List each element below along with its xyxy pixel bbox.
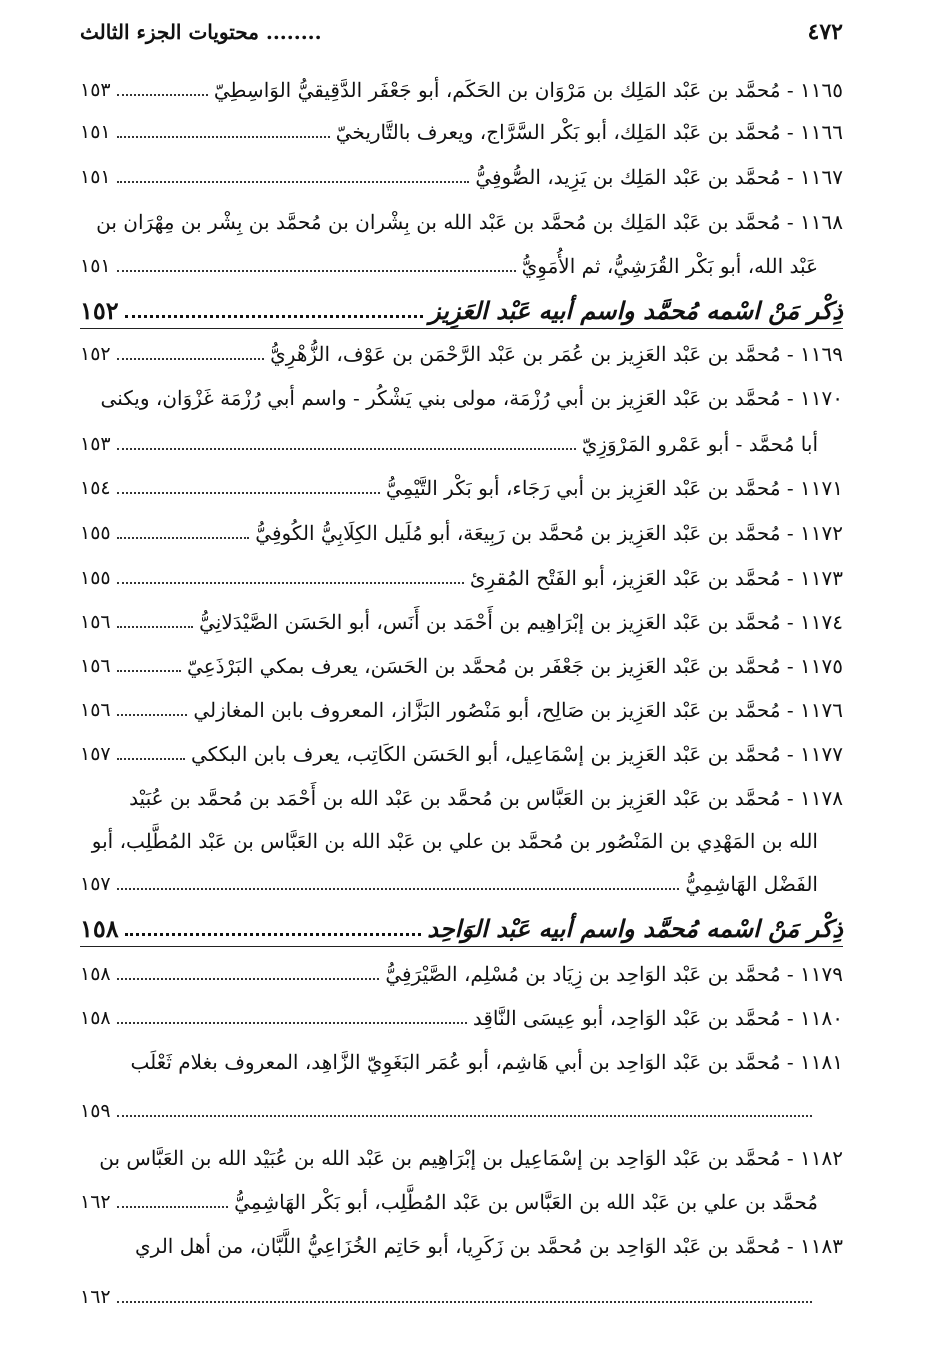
entry-page: ١٥٣	[80, 79, 111, 102]
toc-entry-continuation	[80, 1286, 818, 1309]
toc-entry: ١١٧٥ - مُحمَّد بن عَبْد العَزِيز بن جَعْفَر بن مُحمَّد بن الحَسَن، يعرف بمكي البَرْذَعِيّ ١٥٦	[80, 654, 843, 678]
entry-page: ١٥٨	[80, 1007, 111, 1030]
entry-page: ١٥٧	[80, 743, 111, 766]
toc-entry: ١١٨٠ - مُحمَّد بن عَبْد الوَاحِد، أبو عِيسَى النَّاقِد ١٥٨	[80, 1006, 843, 1030]
toc-entry: ١١٧٤ - مُحمَّد بن عَبْد العَزِيز بن إبْرَاهِيم بن أَحْمَد بن أَنَس، أبو الحَسَن الصَّيْدَلانِيُّ ١٥٦	[80, 610, 843, 634]
page-number: ٤٧٢	[807, 19, 843, 45]
entry-page: ١٥٤	[80, 477, 111, 500]
section-page: ١٥٨	[80, 914, 119, 943]
toc-entry-continuation: أبا مُحمَّد - أبو عَمْرو المَرْوَزِيّ ١٥٣	[80, 432, 818, 456]
toc-entry-continuation: مُحمَّد بن علي بن عَبْد الله بن العَبَّاس بن عَبْد المُطَّلِب، أبو بَكْر الهَاشِمِيُّ ١٦٢	[80, 1190, 818, 1214]
entry-page: ١٥٩	[80, 1100, 111, 1122]
running-title: ........ محتويات الجزء الثالث	[80, 20, 322, 44]
entry-page: ١٥٧	[80, 873, 111, 896]
toc-entry: ١١٨١ - مُحمَّد بن عَبْد الوَاحِد بن أبي هَاشِم، أبو عُمَر البَغَوِيّ الزَّاهِد، المعروف بغلام ثَعْلَب	[130, 1050, 843, 1074]
entry-page: ١٥٥	[80, 522, 111, 545]
toc-entry: ١١٧١ - مُحمَّد بن عَبْد العَزِيز بن أبي رَجَاء، أبو بَكْر التَّيْمِيُّ ١٥٤	[80, 476, 843, 500]
toc-entry: ١١٨٣ - مُحمَّد بن عَبْد الوَاحِد بن مُحمَّد بن زَكَرِيا، أبو حَاتِم الخُزَاعِيُّ اللَّبَّان، من أهل الري	[135, 1234, 843, 1258]
section-underline	[80, 946, 843, 947]
entry-page: ١٥٦	[80, 655, 111, 678]
entry-page: ١٦٢	[80, 1286, 111, 1308]
toc-entry-continuation: عَبْد الله، أبو بَكْر القُرَشِيُّ، ثم الأُمَوِيُّ ١٥١	[80, 254, 818, 278]
toc-entry: ١١٧٨ - مُحمَّد بن عَبْد العَزِيز بن العَبَّاس بن مُحمَّد بن عَبْد الله بن أَحْمَد بن مُحمَّد بن عُبَيْد	[129, 786, 843, 810]
toc-entry: ١١٧٧ - مُحمَّد بن عَبْد العَزِيز بن إسْمَاعِيل، أبو الحَسَن الكَاتِب، يعرف بابن البككي ١٥٧	[80, 742, 843, 766]
entry-page: ١٥٦	[80, 699, 111, 722]
section-underline	[80, 328, 843, 329]
section-heading: ذِكْر مَنْ اسْمه مُحمَّد واسم أبيه عَبْد الوَاحِد ١٥٨	[80, 914, 843, 943]
toc-entry: ١١٧٠ - مُحمَّد بن عَبْد العَزِيز بن أبي رُزْمَة، مولى بني يَشْكُر - واسم أبي رُزْمَة غَزْوَان، ويكنى	[100, 386, 843, 410]
toc-entry: ١١٦٥ - مُحمَّد بن عَبْد المَلِك بن مَرْوَان بن الحَكَم، أبو جَعْفَر الدَّقِيقيُّ الوَاسِطِيّ ١٥٣	[80, 78, 843, 102]
toc-entry: ١١٦٩ - مُحمَّد بن عَبْد العَزِيز بن عُمَر بن عَبْد الرَّحْمَن بن عَوْف، الزُّهْرِيُّ ١٥٢	[80, 342, 843, 366]
toc-entry: ١١٦٦ - مُحمَّد بن عَبْد المَلِك، أبو بَكْر السَّرَّاج، ويعرف بالتَّاريخيّ ١٥١	[80, 120, 843, 144]
toc-entry: ١١٧٢ - مُحمَّد بن عَبْد العَزِيز بن مُحمَّد بن رَبِيعَة، أبو مُلَيل الكِلَابِيُّ الكُوفِيُّ ١٥٥	[80, 521, 843, 545]
toc-entry: ١١٧٦ - مُحمَّد بن عَبْد العَزِيز بن صَالِح، أبو مَنْصُور البَزَّاز، المعروف بابن المغازلي ١٥٦	[80, 698, 843, 722]
entry-page: ١٥٣	[80, 433, 111, 456]
toc-entry: ١١٦٧ - مُحمَّد بن عَبْد المَلِك بن يَزِيد، الصُّوفِيُّ ١٥١	[80, 165, 843, 189]
toc-entry-continuation: الله بن المَهْدِي بن المَنْصُور بن مُحمَّد بن علي بن عَبْد الله بن العَبَّاس بن عَبْد المُطَّلِب، أبو	[91, 829, 818, 853]
toc-entry-continuation: الفَضْل الهَاشِمِيُّ ١٥٧	[80, 872, 818, 896]
toc-entry: ١١٦٨ - مُحمَّد بن عَبْد المَلِك بن مُحمَّد بن عَبْد الله بن بِشْران بن مُحمَّد بن بِشْر بن مِهْرَان بن	[96, 210, 843, 234]
entry-page: ١٥٦	[80, 611, 111, 634]
toc-entry: ١١٧٣ - مُحمَّد بن عَبْد العَزِيز، أبو الفَتْح المُقرِئ ١٥٥	[80, 566, 843, 590]
entry-page: ١٥٨	[80, 963, 111, 986]
entry-page: ١٥٢	[80, 343, 111, 366]
page-header	[80, 12, 843, 52]
entry-page: ١٥١	[80, 255, 111, 278]
entry-page: ١٥١	[80, 166, 111, 189]
section-heading: ذِكْر مَنْ اسْمه مُحمَّد واسم أبيه عَبْد العَزِيز ١٥٢	[80, 296, 843, 325]
toc-entry-continuation	[80, 1100, 818, 1123]
entry-page: ١٥١	[80, 121, 111, 144]
toc-entry: ١١٨٢ - مُحمَّد بن عَبْد الوَاحِد بن إسْمَاعِيل بن إبْرَاهِيم بن عَبْد الله بن عُبَيْد الله بن العَبَّاس بن	[99, 1146, 843, 1170]
entry-page: ١٥٥	[80, 567, 111, 590]
toc-entry: ١١٧٩ - مُحمَّد بن عَبْد الوَاحِد بن زِيَاد بن مُسْلِم، الصَّيْرَفِيُّ ١٥٨	[80, 962, 843, 986]
section-page: ١٥٢	[80, 296, 119, 325]
entry-page: ١٦٢	[80, 1191, 111, 1214]
